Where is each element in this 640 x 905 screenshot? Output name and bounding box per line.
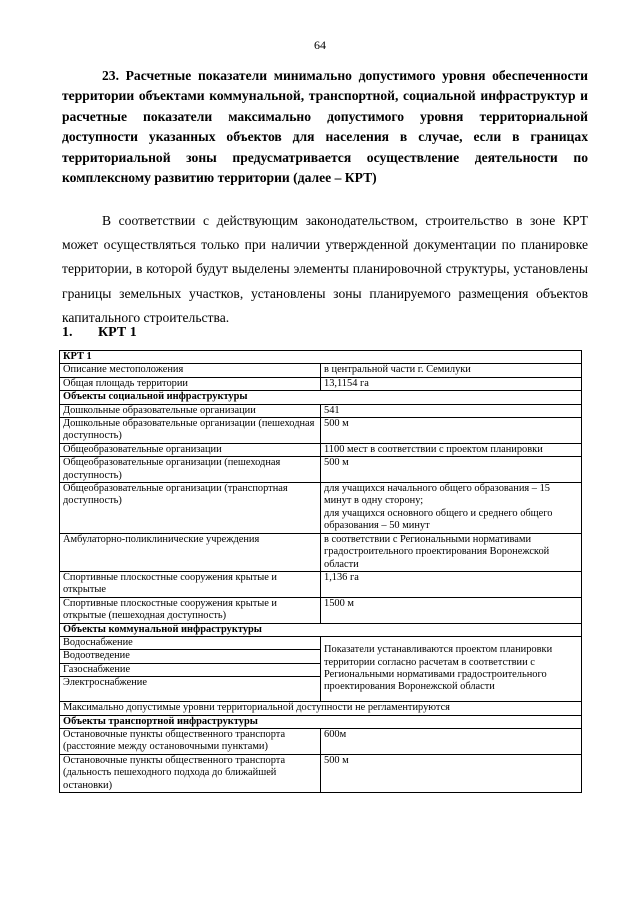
row-value: 500 м — [321, 457, 582, 483]
row-value: для учащихся начального общего образования – 15 минут в одну сторону; для учащихся основного общего и среднего общего образования – 50 минут — [321, 483, 582, 534]
table-row — [60, 728, 582, 754]
table-row — [60, 418, 582, 444]
social-header: Объекты социальной инфраструктуры — [60, 391, 582, 404]
row-label: Дошкольные образовательные организации — [60, 404, 321, 417]
row-label: Газоснабжение — [60, 663, 321, 676]
table-row — [60, 364, 582, 377]
row-value: в центральной части г. Семилуки — [321, 364, 582, 377]
sub-heading — [62, 325, 137, 341]
row-value: 13,1154 га — [321, 377, 582, 390]
row-label: Спортивные плоскостные сооружения крытые и открытые (пешеходная доступность) — [60, 597, 321, 623]
intro-paragraph: В соответствии с действующим законодательством, строительство в зоне КРТ может осуществляться только при наличии утвержденной документации по планировке территории, в которой будут выделены элементы планировочной структуры, установлены границы земельных участков, установлены зоны планируемого размещения объектов капитального строительства. — [62, 213, 588, 325]
row-value: 500 м — [321, 754, 582, 792]
row-label: Дошкольные образовательные организации (пешеходная доступность) — [60, 418, 321, 444]
group-header-row — [60, 715, 582, 728]
row-value: 1,136 га — [321, 571, 582, 597]
communal-value: Показатели устанавливаются проектом планировки территории согласно расчетам в соответствии с Региональными нормативами градостроительного проектирования Воронежской области — [321, 636, 582, 701]
table-title-row — [60, 351, 582, 364]
max-levels-note: Максимально допустимые уровни территориальной доступности не регламентируются — [60, 702, 582, 715]
table-title: КРТ 1 — [60, 351, 582, 364]
row-label: Общеобразовательные организации (пешеходная доступность) — [60, 457, 321, 483]
row-label: Водоотведение — [60, 650, 321, 663]
row-value: 1500 м — [321, 597, 582, 623]
row-label: Амбулаторно-поликлинические учреждения — [60, 533, 321, 571]
table-row — [60, 404, 582, 417]
row-value: 600м — [321, 728, 582, 754]
krt-table — [59, 350, 582, 793]
sub-heading-title: КРТ 1 — [98, 325, 137, 340]
group-header-row — [60, 391, 582, 404]
row-label: Общеобразовательные организации (транспортная доступность) — [60, 483, 321, 534]
row-label: Описание местоположения — [60, 364, 321, 377]
table-row — [60, 443, 582, 456]
row-label: Остановочные пункты общественного транспорта (расстояние между остановочными пунктами) — [60, 728, 321, 754]
table-row — [60, 571, 582, 597]
row-label: Водоснабжение — [60, 636, 321, 649]
row-label: Общеобразовательные организации — [60, 443, 321, 456]
row-value: 500 м — [321, 418, 582, 444]
row-label: Спортивные плоскостные сооружения крытые и открытые — [60, 571, 321, 597]
row-label: Электроснабжение — [60, 677, 321, 702]
section-heading: 23. Расчетные показатели минимально допустимого уровня обеспеченности территории объектами коммунальной, транспортной, социальной инфраструктур и расчетные показатели максимально допустимого уровня территориальной доступности указанных объектов для населения в случае, если в границах территориальной зоны предусматривается осуществление деятельности по комплексному развитию территории (далее – КРТ) — [62, 68, 588, 186]
table-row — [60, 636, 582, 649]
row-value: 541 — [321, 404, 582, 417]
table-row — [60, 457, 582, 483]
transport-header: Объекты транспортной инфраструктуры — [60, 715, 582, 728]
communal-header: Объекты коммунальной инфраструктуры — [60, 623, 582, 636]
table-row — [60, 533, 582, 571]
table-row — [60, 754, 582, 792]
table-row — [60, 377, 582, 390]
row-value: 1100 мест в соответствии с проектом планировки — [321, 443, 582, 456]
table-row — [60, 483, 582, 534]
page-number: 64 — [314, 38, 326, 52]
row-label: Общая площадь территории — [60, 377, 321, 390]
row-label: Остановочные пункты общественного транспорта (дальность пешеходного подхода до ближайшей остановки) — [60, 754, 321, 792]
table-row — [60, 597, 582, 623]
row-value: в соответствии с Региональными нормативами градостроительного проектирования Воронежской области — [321, 533, 582, 571]
sub-heading-number: 1. — [62, 325, 73, 340]
table-row — [60, 702, 582, 715]
group-header-row — [60, 623, 582, 636]
